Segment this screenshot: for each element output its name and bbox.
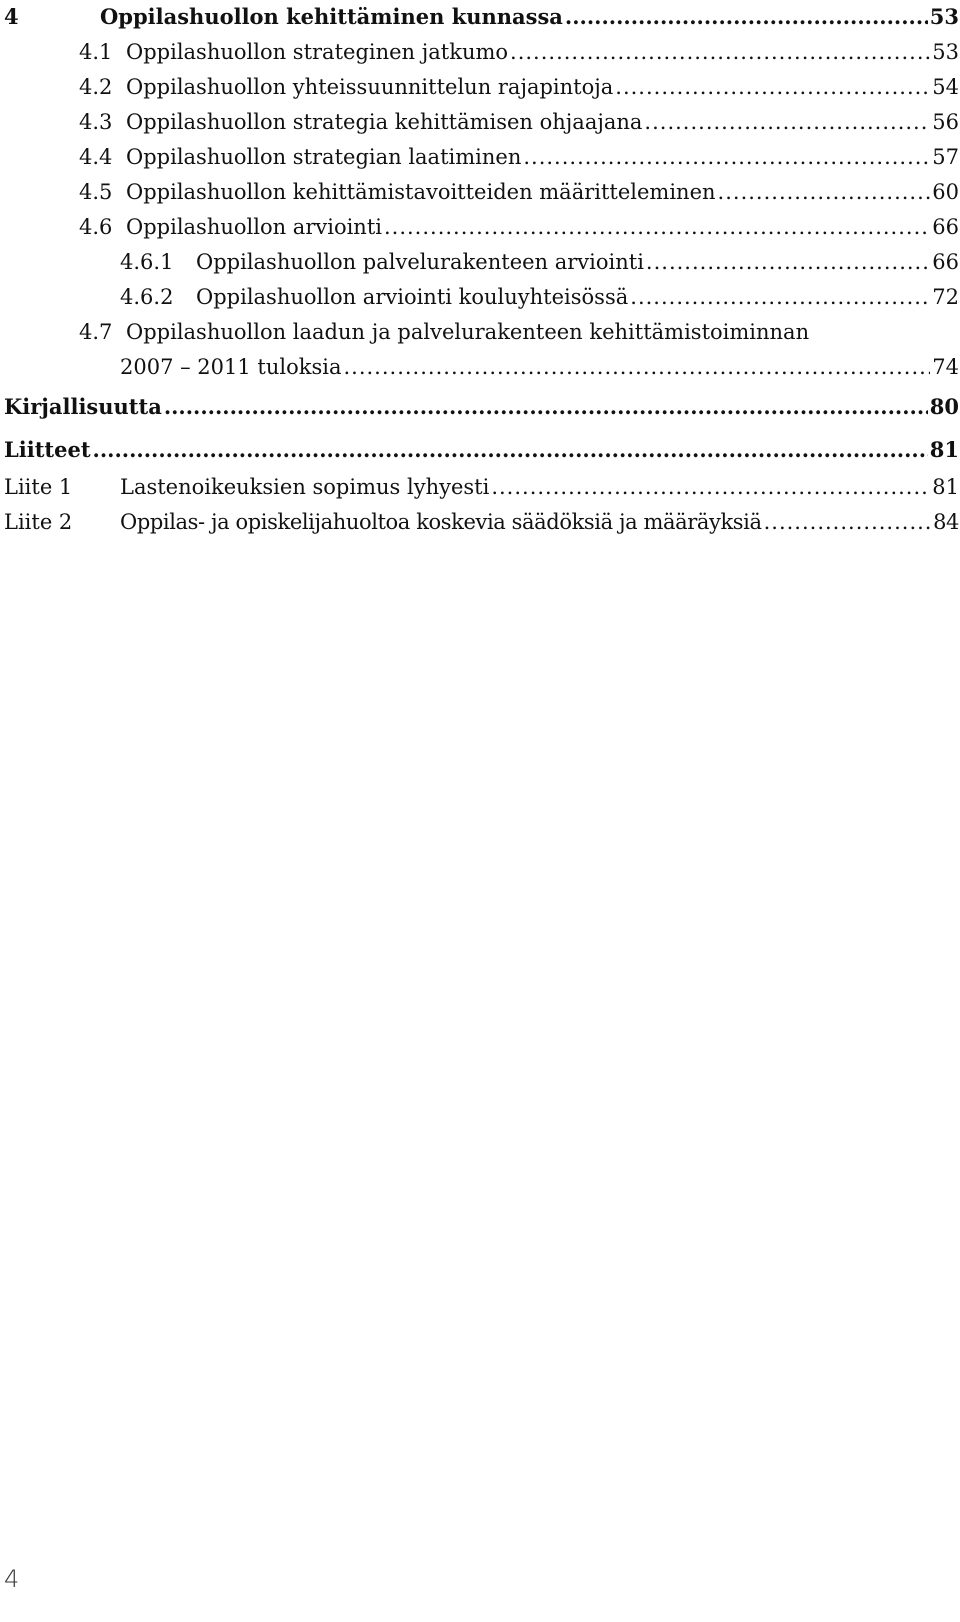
- toc-entry-title: Oppilas- ja opiskelijahuoltoa koskevia säädöksiä ja määräyksiä: [120, 510, 762, 534]
- toc-entry-page: 84: [933, 510, 959, 534]
- toc-entry-title: Oppilashuollon laadun ja palvelurakenteen kehittämistoiminnan: [126, 320, 810, 344]
- toc-entry-4-6-1[interactable]: [0, 245, 960, 279]
- toc-entry-number: 4.6: [79, 215, 113, 239]
- toc-entry-page: 60: [932, 180, 959, 204]
- toc-entry-title: Lastenoikeuksien sopimus lyhyesti: [120, 475, 490, 499]
- toc-entry-liite-2[interactable]: [0, 505, 960, 539]
- toc-entry-4-2[interactable]: [0, 70, 960, 104]
- toc-entry-page: 53: [932, 40, 959, 64]
- toc-entry-title: Oppilashuollon kehittämistavoitteiden määritteleminen: [126, 180, 716, 204]
- page-number: 4: [4, 1565, 20, 1593]
- toc-entry-number: 4.3: [79, 110, 113, 134]
- toc-entry-title-continued: 2007 – 2011 tuloksia: [120, 355, 342, 379]
- toc-entry-4-5[interactable]: [0, 175, 960, 209]
- toc-entry-title: Oppilashuollon strategian laatiminen: [126, 145, 522, 169]
- toc-entry-title: Liitteet: [4, 437, 91, 462]
- toc-entry-title: Oppilashuollon strategia kehittämisen ohjaajana: [126, 110, 643, 134]
- dot-leader: [646, 245, 930, 279]
- toc-entry-4-7-continued[interactable]: [0, 350, 960, 384]
- toc-entry-number: Liite 1: [4, 475, 73, 499]
- toc-entry-4-6[interactable]: [0, 210, 960, 244]
- dot-leader: [164, 390, 928, 424]
- dot-leader: [718, 175, 931, 209]
- toc-entry-number: 4.7: [79, 320, 113, 344]
- toc-entry-number: 4.6.2: [120, 285, 174, 309]
- toc-entry-number: 4.4: [79, 145, 113, 169]
- toc-entry-number: 4: [4, 4, 19, 29]
- dot-leader: [93, 433, 928, 467]
- toc-entry-liite-1[interactable]: [0, 470, 960, 504]
- dot-leader: [615, 70, 930, 104]
- toc-entry-page: 66: [932, 250, 959, 274]
- toc-entry-title: Oppilashuollon palvelurakenteen arviointi: [196, 250, 644, 274]
- toc-entry-page: 74: [932, 355, 959, 379]
- toc-entry-page: 80: [929, 394, 959, 419]
- toc-entry-number: 4.5: [79, 180, 113, 204]
- toc-entry-4[interactable]: [0, 0, 960, 34]
- dot-leader: [630, 280, 930, 314]
- dot-leader: [343, 350, 930, 384]
- dot-leader: [491, 470, 930, 504]
- toc-entry-title: Oppilashuollon yhteissuunnittelun rajapintoja: [126, 75, 614, 99]
- dot-leader: [384, 210, 930, 244]
- dot-leader: [644, 105, 930, 139]
- toc-entry-page: 54: [932, 75, 959, 99]
- toc-entry-title: Kirjallisuutta: [4, 394, 162, 419]
- toc-entry-title: Oppilashuollon kehittäminen kunnassa: [100, 4, 563, 29]
- toc-entry-page: 53: [929, 4, 959, 29]
- dot-leader: [565, 0, 928, 34]
- toc-entry-page: 66: [932, 215, 959, 239]
- toc-entry-page: 81: [932, 475, 959, 499]
- toc-entry-kirjallisuutta[interactable]: [0, 390, 960, 424]
- toc-entry-page: 57: [932, 145, 959, 169]
- toc-entry-4-3[interactable]: [0, 105, 960, 139]
- toc-entry-4-1[interactable]: [0, 35, 960, 69]
- toc-entry-4-4[interactable]: [0, 140, 960, 174]
- toc-entry-number: 4.2: [79, 75, 113, 99]
- dot-leader: [764, 505, 931, 539]
- toc-entry-page: 56: [932, 110, 959, 134]
- toc-entry-number: 4.1: [79, 40, 113, 64]
- toc-entry-title: Oppilashuollon arviointi kouluyhteisössä: [196, 285, 629, 309]
- toc-entry-number: Liite 2: [4, 510, 73, 534]
- toc-entry-4-6-2[interactable]: [0, 280, 960, 314]
- toc-entry-liitteet[interactable]: [0, 433, 960, 467]
- toc-entry-title: Oppilashuollon strateginen jatkumo: [126, 40, 509, 64]
- toc-entry-4-7[interactable]: [0, 315, 960, 349]
- toc-entry-page: 81: [929, 437, 959, 462]
- dot-leader: [510, 35, 930, 69]
- toc-entry-title: Oppilashuollon arviointi: [126, 215, 382, 239]
- dot-leader: [523, 140, 930, 174]
- toc-entry-number: 4.6.1: [120, 250, 174, 274]
- toc-entry-page: 72: [932, 285, 959, 309]
